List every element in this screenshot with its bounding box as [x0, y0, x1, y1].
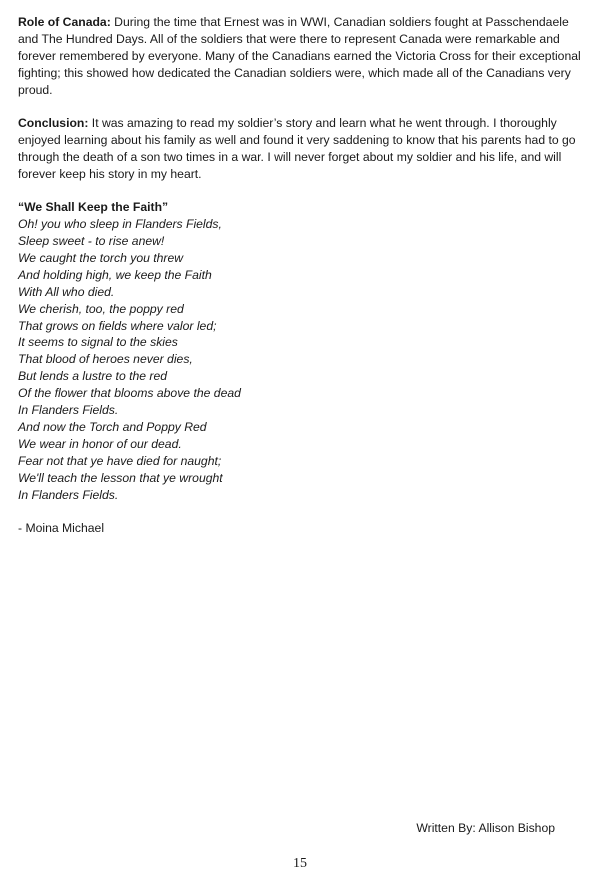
poem-line: Fear not that ye have died for naught; — [18, 453, 222, 468]
poem-line: That grows on fields where valor led; — [18, 318, 217, 333]
poem-line: And now the Torch and Poppy Red — [18, 419, 207, 434]
page-number: 15 — [293, 856, 307, 871]
poem-line: It seems to signal to the skies — [18, 335, 178, 350]
poem-line: Of the flower that blooms above the dead — [18, 386, 241, 401]
poem-line: We wear in honor of our dead. — [18, 436, 182, 451]
conclusion-heading: Conclusion: — [18, 116, 89, 131]
poem-line: With All who died. — [18, 284, 115, 299]
conclusion-paragraph — [18, 115, 584, 183]
poem-line: We'll teach the lesson that ye wrought — [18, 470, 223, 485]
role-of-canada-paragraph — [18, 14, 584, 99]
poem-title: “We Shall Keep the Faith” — [18, 200, 169, 215]
poem-line: That blood of heroes never dies, — [18, 352, 193, 367]
poem-line: Sleep sweet - to rise anew! — [18, 233, 165, 248]
written-by: Written By: Allison Bishop — [416, 821, 555, 835]
poem-line: And holding high, we keep the Faith — [18, 267, 212, 282]
role-of-canada-text: During the time that Ernest was in WWI, Canadian soldiers fought at Passchendaele and The Hundred Days. All of the soldiers that were there to represent Canada were remarkable and forever remembered by everyone. Many of the Canadians earned the Victoria Cross for their exceptional fighting; this showed how dedicated the Canadian soldiers were, which made all of the Canadians very proud. — [18, 15, 581, 97]
role-of-canada-heading: Role of Canada: — [18, 15, 111, 29]
poem-line: Oh! you who sleep in Flanders Fields, — [18, 217, 222, 232]
poem-line: In Flanders Fields. — [18, 403, 119, 418]
poem-line: We caught the torch you threw — [18, 250, 184, 265]
page-content — [18, 14, 584, 549]
poem-line: We cherish, too, the poppy red — [18, 301, 184, 316]
conclusion-text: It was amazing to read my soldier’s story and learn what he went through. I thoroughly enjoyed learning about his family as well and found it very saddening to know that his parents had to go through the death of a son two times in a war. I will never forget about my soldier and his life, and will forever keep his story in my heart. — [18, 116, 576, 181]
poem-line: But lends a lustre to the red — [18, 369, 168, 384]
poem-line: In Flanders Fields. — [18, 487, 119, 502]
poem-attribution: - Moina Michael — [18, 520, 105, 535]
poem-lines — [18, 216, 584, 503]
